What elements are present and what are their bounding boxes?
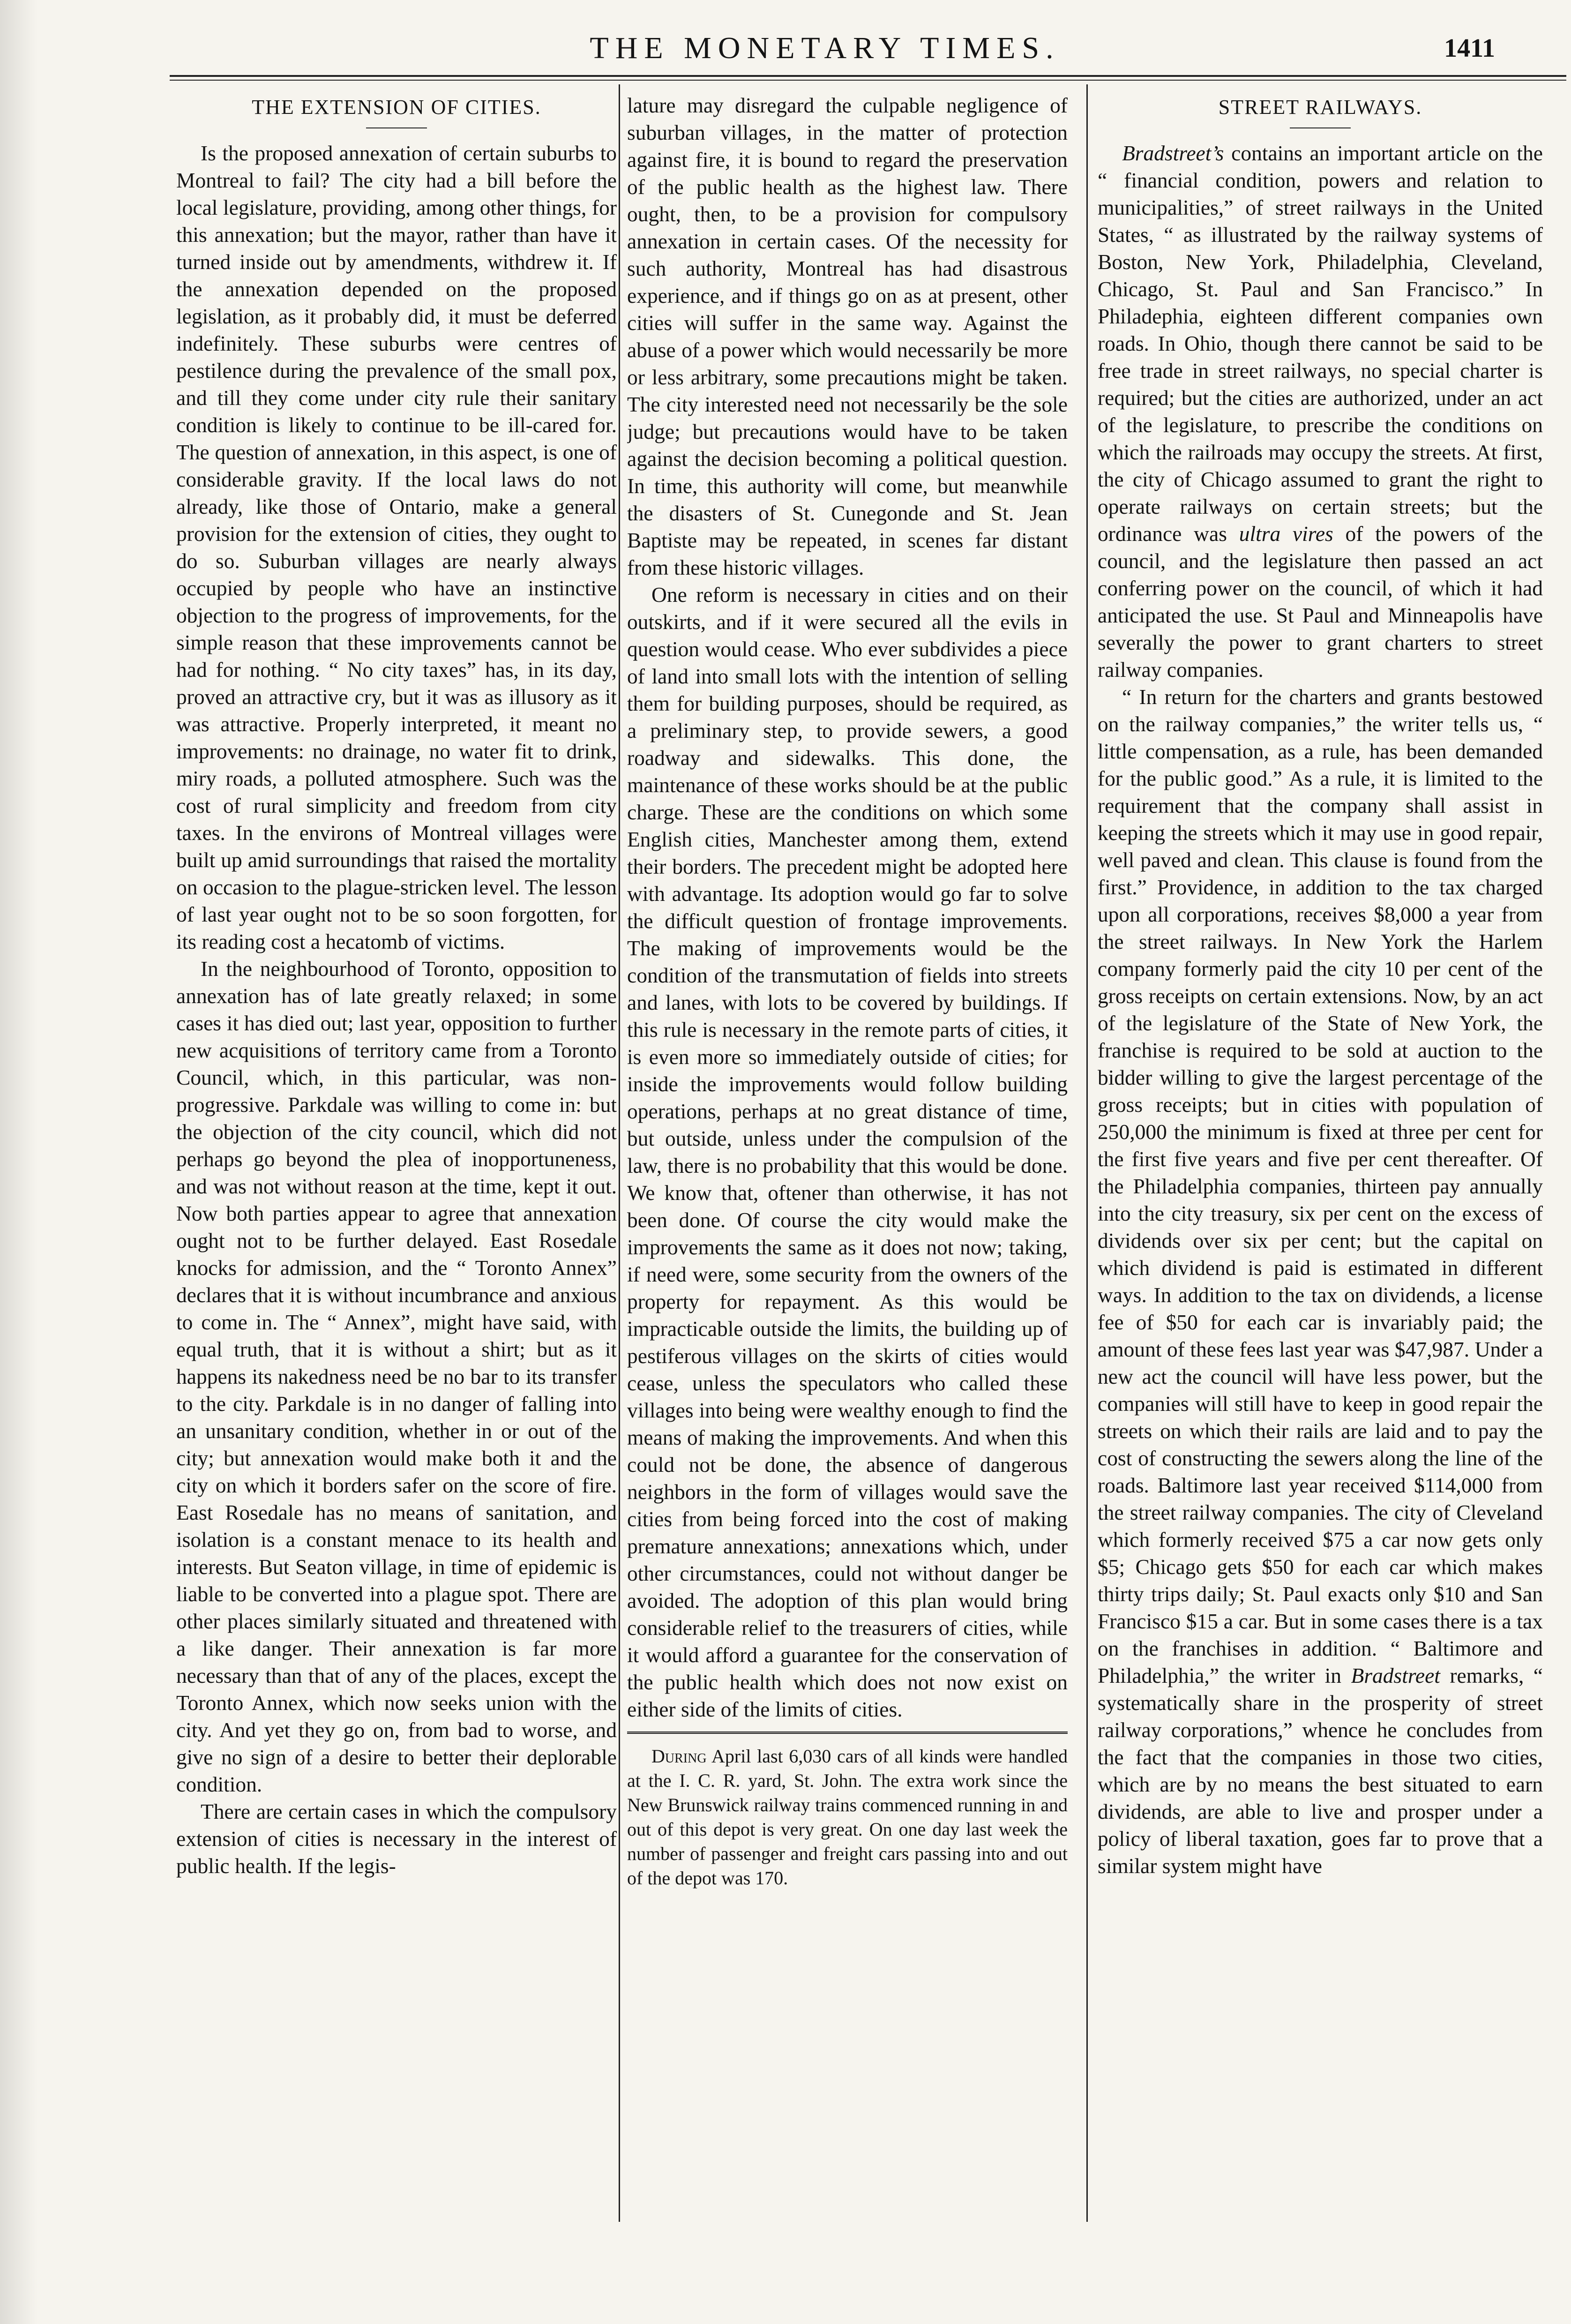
article-heading-street-railways: STREET RAILWAYS.	[1218, 96, 1422, 119]
emphasis: Bradstreet	[1351, 1664, 1440, 1687]
page-number: 1411	[1444, 34, 1495, 63]
note-rule	[627, 1732, 1068, 1737]
text-run: remarks, “ systematically share in the prosperity of street railway corporations,” whence he concludes from the fact that the companies in those two cities, which are by no means the best situated to earn dividends, are able to live and prosper under a policy of liberal taxation, goes far to prove that a similar system might have	[1098, 1664, 1543, 1878]
paragraph: One reform is necessary in cities and on their outskirts, and if it were secured all the evils in question would cease. Who ever subdivides a piece of land into small lots with the intention of selling them for building purposes, should be required, as a preliminary step, to provide sewers, a good roadway and sidewalks. This done, the maintenance of these works should be at the public charge. These are the conditions on which some English cities, Manchester among them, extend their borders. The precedent might be adopted here with advantage. Its adoption would go far to solve the difficult question of frontage improvements. The making of improvements would be the condition of the transmutation of fields into streets and lanes, with lots to be covered by buildings. If this rule is necessary in the remote parts of cities, it is even more so immediately outside of cities; for inside the improvements would follow building operations, perhaps at no great distance of time, but outside, unless under the compulsion of the law, there is no probability that this would be done. We know that, oftener than otherwise, it has not been done. Of course the city would make the improvements the same as it does not now; taking, if need were, some security from the owners of the property for repayment. As this would be impracticable outside the limits, the building up of pestiferous villages on the skirts of cities would cease, unless the speculators who called these villages into being were wealthy enough to find the means of making the improvements. And when this could not be done, the absence of dangerous neighbors in the form of villages would save the cities from being forced into the cost of making premature annexations; annexations which, under other circumstances, could not without danger be avoided. The adoption of this plan would bring considerable relief to the treasurers of cities, while it would afford a guarantee for the conservation of the public health which does not now exist on either side of the limits of cities.	[627, 583, 1068, 1721]
note-lead: During	[651, 1746, 707, 1767]
emphasis: Bradstreet’s	[1122, 141, 1224, 165]
header-rule	[170, 75, 1566, 81]
note-text: April last 6,030 cars of all kinds were handled at the I. C. R. yard, St. John. The extra work since the New Brunswick railway trains commenced running in and out of this depot is very great. On one day last week the number of passenger and freight cars passing into and out of the depot was 170.	[627, 1746, 1068, 1889]
paragraph: Is the proposed annexation of certain suburbs to Montreal to fail? The city had a bill before the local legislature, providing, among other things, for this annexation; but the mayor, rather than have it turned inside out by amendments, withdrew it. If the annexation depended on the proposed legislation, as it probably did, it must be deferred indefinitely. These suburbs were centres of pestilence during the prevalence of the small pox, and till they come under city rule their sanitary condition is likely to continue to be ill-cared for. The question of annexation, in this aspect, is one of considerable gravity. If the local laws do not already, like those of Ontario, make a general provision for the extension of cities, they ought to do so. Suburban villages are nearly always occupied by people who have an instinctive objection to the progress of improvements, for the simple reason that these improvements cannot be had for nothing. “ No city taxes” has, in its day, proved an attractive cry, but it was as illusory as it was attractive. Properly interpreted, it meant no improvements: no drainage, no water fit to drink, miry roads, a polluted atmosphere. Such was the cost of rural simplicity and freedom from city taxes. In the environs of Montreal villages were built up amid surroundings that raised the mortality on occasion to the plague-stricken level. The lesson of last year ought not to be so soon forgotten, for its reading cost a hecatomb of victims.	[176, 141, 617, 953]
page-edge-shadow	[0, 0, 37, 2324]
news-note	[627, 1744, 1068, 1890]
paragraph: lature may disregard the culpable negligence of suburban villages, in the matter of protection against fire, it is bound to regard the preservation of the public health as the highest law. There ought, then, to be a provision for compulsory annexation in certain cases. Of the necessity for such authority, Montreal has had disastrous experience, and if things go on as at present, other cities will suffer in the same way. Against the abuse of a power which would necessarily be more or less arbitrary, some precautions might be taken. The city interested need not necessarily be the sole judge; but precautions would have to be taken against the decision becoming a political question. In time, this authority will come, but meanwhile the disasters of St. Cunegonde and St. Jean Baptiste may be repeated, in scenes far distant from these historic villages.	[627, 93, 1068, 579]
column-3	[1098, 92, 1543, 2220]
paragraph: In the neighbourhood of Toronto, opposition to annexation has of late greatly relaxed; in some cases it has died out; last year, opposition to further new acquisitions of territory came from a Toronto Council, which, in this particular, was non-progressive. Parkdale was willing to come in: but the objection of the city council, which did not perhaps go beyond the plea of inopportuneness, and was not without reason at the time, kept it out. Now both parties appear to agree that annexation ought not to be further delayed. East Rosedale knocks for admission, and the “ Toronto Annex” declares that it is without incumbrance and anxious to come in. The “ Annex”, might have said, with equal truth, that it is without a shirt; but as it happens its nakedness need be no bar to its transfer to the city. Parkdale is in no danger of falling into an unsanitary condition, whether in or out of the city; but annexation would make both it and the city on which it borders safer on the score of fire. East Rosedale has no means of sanitation, and isolation is a constant menace to its health and interests. But Seaton village, in time of epidemic is liable to be converted into a plague spot. There are other places similarly situated and threatened with a like danger. Their annexation is far more necessary than that of any of the places, except the Toronto Annex, which now seeks union with the city. And yet they go on, from bad to worse, and give no sign of a desire to better their deplorable condition.	[176, 957, 617, 1796]
paragraph	[1098, 683, 1543, 1880]
heading-rule	[1290, 127, 1351, 128]
text-run: “ In return for the charters and grants bestowed on the railway companies,” the writer tells us, “ little compensation, as a rule, has been demanded for the public good.” As a rule, it is limited to the requirement that the company shall assist in keeping the streets which it may use in good repair, well paved and clean. This clause is found from the first.” Providence, in addition to the tax charged upon all corporations, receives $8,000 a year from the street railways. In New York the Harlem company formerly paid the city 10 per cent of the gross receipts on certain extensions. Now, by an act of the legislature of the State of New York, the franchise is required to be sold at auction to the bidder willing to give the largest percentage of the gross receipts; but in cities with population of 250,000 the minimum is fixed at three per cent for the first five years and five per cent thereafter. Of the Philadelphia companies, thirteen pay annually into the city treasury, six per cent on the excess of dividends over six per cent; but the capital on which dividend is paid is estimated in different ways. In addition to the tax on dividends, a license fee of $50 for each car is invariably paid; the amount of these fees last year was $47,987. Under a new act the council will have less power, but the companies will still have to keep in good repair the streets on which their rails are laid and to pay the cost of constructing the sewers along the line of the roads. Baltimore last year received $114,000 from the street railway companies. The city of Cleveland which formerly received $75 a car now gets only $5; Chicago gets $50 for each car which makes thirty trips daily; St. Paul exacts only $10 and San Francisco $15 a car. But in some cases there is a tax on the franchises in addition. “ Baltimore and Philadelphia,” the writer in	[1098, 685, 1543, 1687]
paragraph: There are certain cases in which the compulsory extension of cities is necessary in the interest of public health. If the legis-	[176, 1799, 617, 1878]
article-heading-extension-of-cities: THE EXTENSION OF CITIES.	[252, 96, 541, 119]
text-run: of the powers of the council, and the legislature then passed an act conferring power on the council, of which it had anticipated the use. St Paul and Minneapolis have severally the power to grant charters to street railway companies.	[1098, 522, 1543, 682]
publication-title: THE MONETARY TIMES.	[590, 31, 1060, 65]
column-1	[176, 92, 617, 2220]
column-divider-2	[1086, 84, 1088, 2222]
running-header	[169, 27, 1495, 69]
paragraph	[1098, 140, 1543, 683]
heading-rule	[366, 127, 427, 128]
column-2	[627, 92, 1068, 2220]
emphasis: ultra vires	[1239, 522, 1333, 546]
text-run: contains an important article on the “ financial condition, powers and relation to municipalities,” of street railways in the United States, “ as illustrated by the railway systems of Boston, New York, Philadelphia, Cleveland, Chicago, St. Paul and San Francisco.” In Philadephia, eighteen different companies own roads. In Ohio, though there cannot be said to be free trade in street railways, no special charter is required; but the cities are authorized, under an act of the legislature, to prescribe the conditions on which the railroads may occupy the streets. At first, the city of Chicago assumed to grant the right to operate railways on certain streets; but the ordinance was	[1098, 141, 1543, 546]
column-divider-1	[619, 84, 620, 2222]
